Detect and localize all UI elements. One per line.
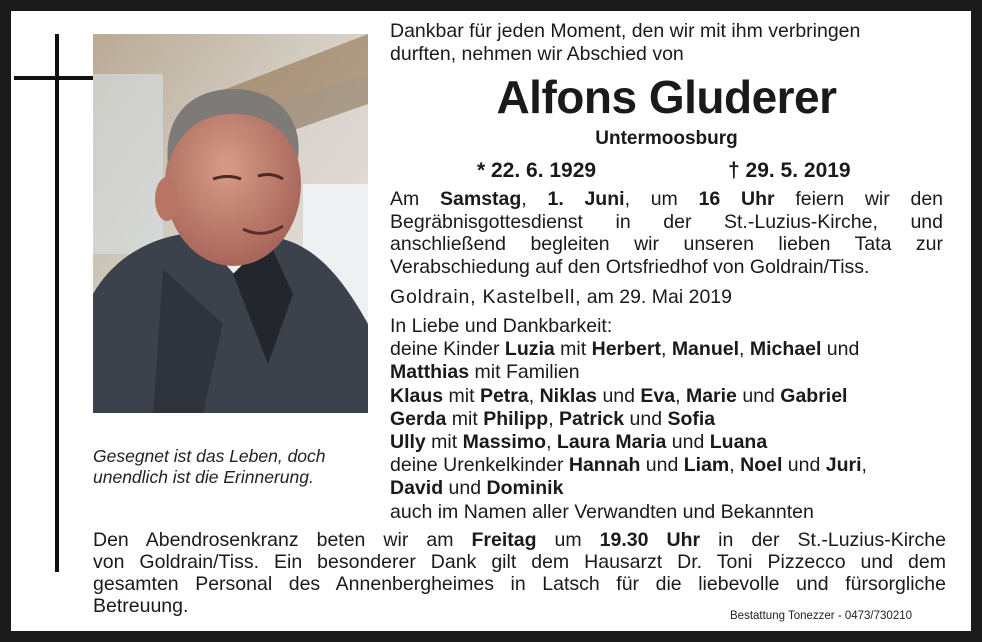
mourner-name: Sofia: [667, 407, 716, 430]
text: Den Abendrosenkranz beten wir am: [93, 529, 454, 551]
mourner-name: Michael: [749, 338, 822, 361]
announcement-line: anschließend begleiten wir unseren lieben Tata zur: [390, 233, 943, 255]
text: ,: [739, 338, 750, 361]
text: deine Urenkelkinder: [390, 454, 569, 477]
funeral-day: Samstag: [440, 188, 522, 210]
mourner-name: Dominik: [486, 477, 564, 500]
mourner-name: Marie: [685, 384, 737, 407]
text: um: [554, 529, 582, 551]
quote-line: Gesegnet ist das Leben, doch: [93, 446, 326, 466]
mourner-name: Liam: [683, 454, 730, 477]
text: in der St.-Luzius-Kirche: [718, 529, 946, 551]
mourner-name: Matthias: [390, 361, 470, 384]
text: ,: [546, 431, 557, 454]
funeral-announcement: [390, 188, 943, 278]
mourner-name: Niklas: [539, 384, 598, 407]
text: und: [597, 384, 641, 407]
deceased-name: Alfons Gluderer: [496, 71, 837, 123]
mourner-name: Luana: [709, 431, 768, 454]
text: ,: [660, 338, 672, 361]
mourners-line: auch im Namen aller Verwandten und Bekannten: [390, 500, 814, 523]
mourner-name: Manuel: [671, 338, 739, 361]
mourners-line: [390, 338, 950, 361]
rosary-and-thanks: [93, 529, 953, 617]
signature-date: am 29. Mai 2019: [586, 286, 732, 308]
text: mit: [554, 338, 592, 361]
text: , um: [624, 188, 678, 210]
cross-vertical-bar: [55, 34, 59, 572]
text: und: [736, 384, 781, 407]
intro-line: Dankbar für jeden Moment, den wir mit ihm verbringen: [390, 20, 861, 42]
text: mit Familien: [469, 361, 580, 384]
announcement-line: Begräbnisgottesdienst in der St.-Luzius-Kirche, und: [390, 210, 943, 233]
mourner-name: Klaus: [390, 384, 444, 407]
text: mit: [443, 384, 480, 407]
signature-block: [390, 286, 732, 308]
bottom-line: von Goldrain/Tiss. Ein besonderer Dank gilt dem Hausarzt Dr. Toni Pizzecco und dem: [93, 551, 946, 573]
text: deine Kinder: [390, 338, 505, 361]
bottom-line: [93, 529, 946, 551]
text: und: [443, 477, 487, 500]
mourner-name: Eva: [640, 384, 676, 407]
text: ,: [528, 384, 540, 407]
funeral-time: 16 Uhr: [698, 188, 775, 210]
rosary-day: Freitag: [471, 529, 537, 551]
mourner-name: Massimo: [462, 431, 547, 454]
mourners-line: [390, 431, 950, 454]
quote-line: unendlich ist die Erinnerung.: [93, 467, 314, 487]
portrait-photo: [93, 34, 368, 413]
text: und: [821, 338, 860, 361]
mourner-name: David: [390, 477, 444, 500]
text: und: [640, 454, 684, 477]
text: ,: [729, 454, 741, 477]
mourners-line: [390, 454, 950, 477]
text: Am: [390, 188, 420, 210]
birth-date: * 22. 6. 1929: [477, 159, 597, 182]
text: und: [666, 431, 710, 454]
mourners-line: [390, 361, 950, 384]
funeral-date: 1. Juni: [547, 188, 625, 210]
mourner-name: Juri: [825, 454, 862, 477]
announcement-line: [390, 188, 943, 211]
bottom-line: gesamten Personal des Annenbergheimes in Latsch für die liebevolle und fürsorgliche: [93, 573, 946, 595]
mourner-name: Petra: [479, 384, 529, 407]
home-place: Untermoosburg: [595, 128, 738, 149]
mourners-line: [390, 385, 950, 408]
text: feiern wir den: [795, 188, 944, 210]
announcement-line: Verabschiedung auf den Ortsfriedhof von Goldrain/Tiss.: [390, 255, 870, 278]
signature-location: Goldrain, Kastelbell,: [390, 286, 582, 308]
text: mit: [446, 407, 484, 430]
text: ,: [521, 188, 527, 210]
funeral-home-credit: Bestattung Tonezzer - 0473/730210: [730, 610, 913, 622]
mourner-name: Laura Maria: [556, 431, 667, 454]
text: mit: [425, 431, 463, 454]
rosary-time: 19.30 Uhr: [599, 529, 701, 551]
intro-line: durften, nehmen wir Abschied von: [390, 43, 684, 65]
mourner-name: Gabriel: [780, 384, 848, 407]
text: ,: [548, 407, 560, 430]
text: und: [624, 407, 668, 430]
cross-horizontal-bar: [14, 76, 94, 80]
mourner-name: Patrick: [559, 407, 625, 430]
text: ,: [861, 454, 867, 477]
mourners-line: [390, 408, 950, 431]
mourner-name: Herbert: [591, 338, 661, 361]
intro-text: [390, 20, 860, 66]
mourner-name: Hannah: [568, 454, 641, 477]
mourner-name: Philipp: [483, 407, 549, 430]
memorial-quote: [93, 446, 383, 488]
love-line: In Liebe und Dankbarkeit:: [390, 315, 613, 337]
mourner-name: Gerda: [390, 407, 447, 430]
text: und: [782, 454, 826, 477]
death-date: † 29. 5. 2019: [728, 159, 851, 182]
mourners-line: [390, 477, 950, 500]
mourners-list: [390, 315, 950, 524]
bottom-line: Betreuung.: [93, 595, 189, 617]
mourner-name: Noel: [740, 454, 783, 477]
mourner-name: Ully: [390, 431, 426, 454]
text: ,: [675, 384, 686, 407]
mourner-name: Luzia: [504, 338, 555, 361]
